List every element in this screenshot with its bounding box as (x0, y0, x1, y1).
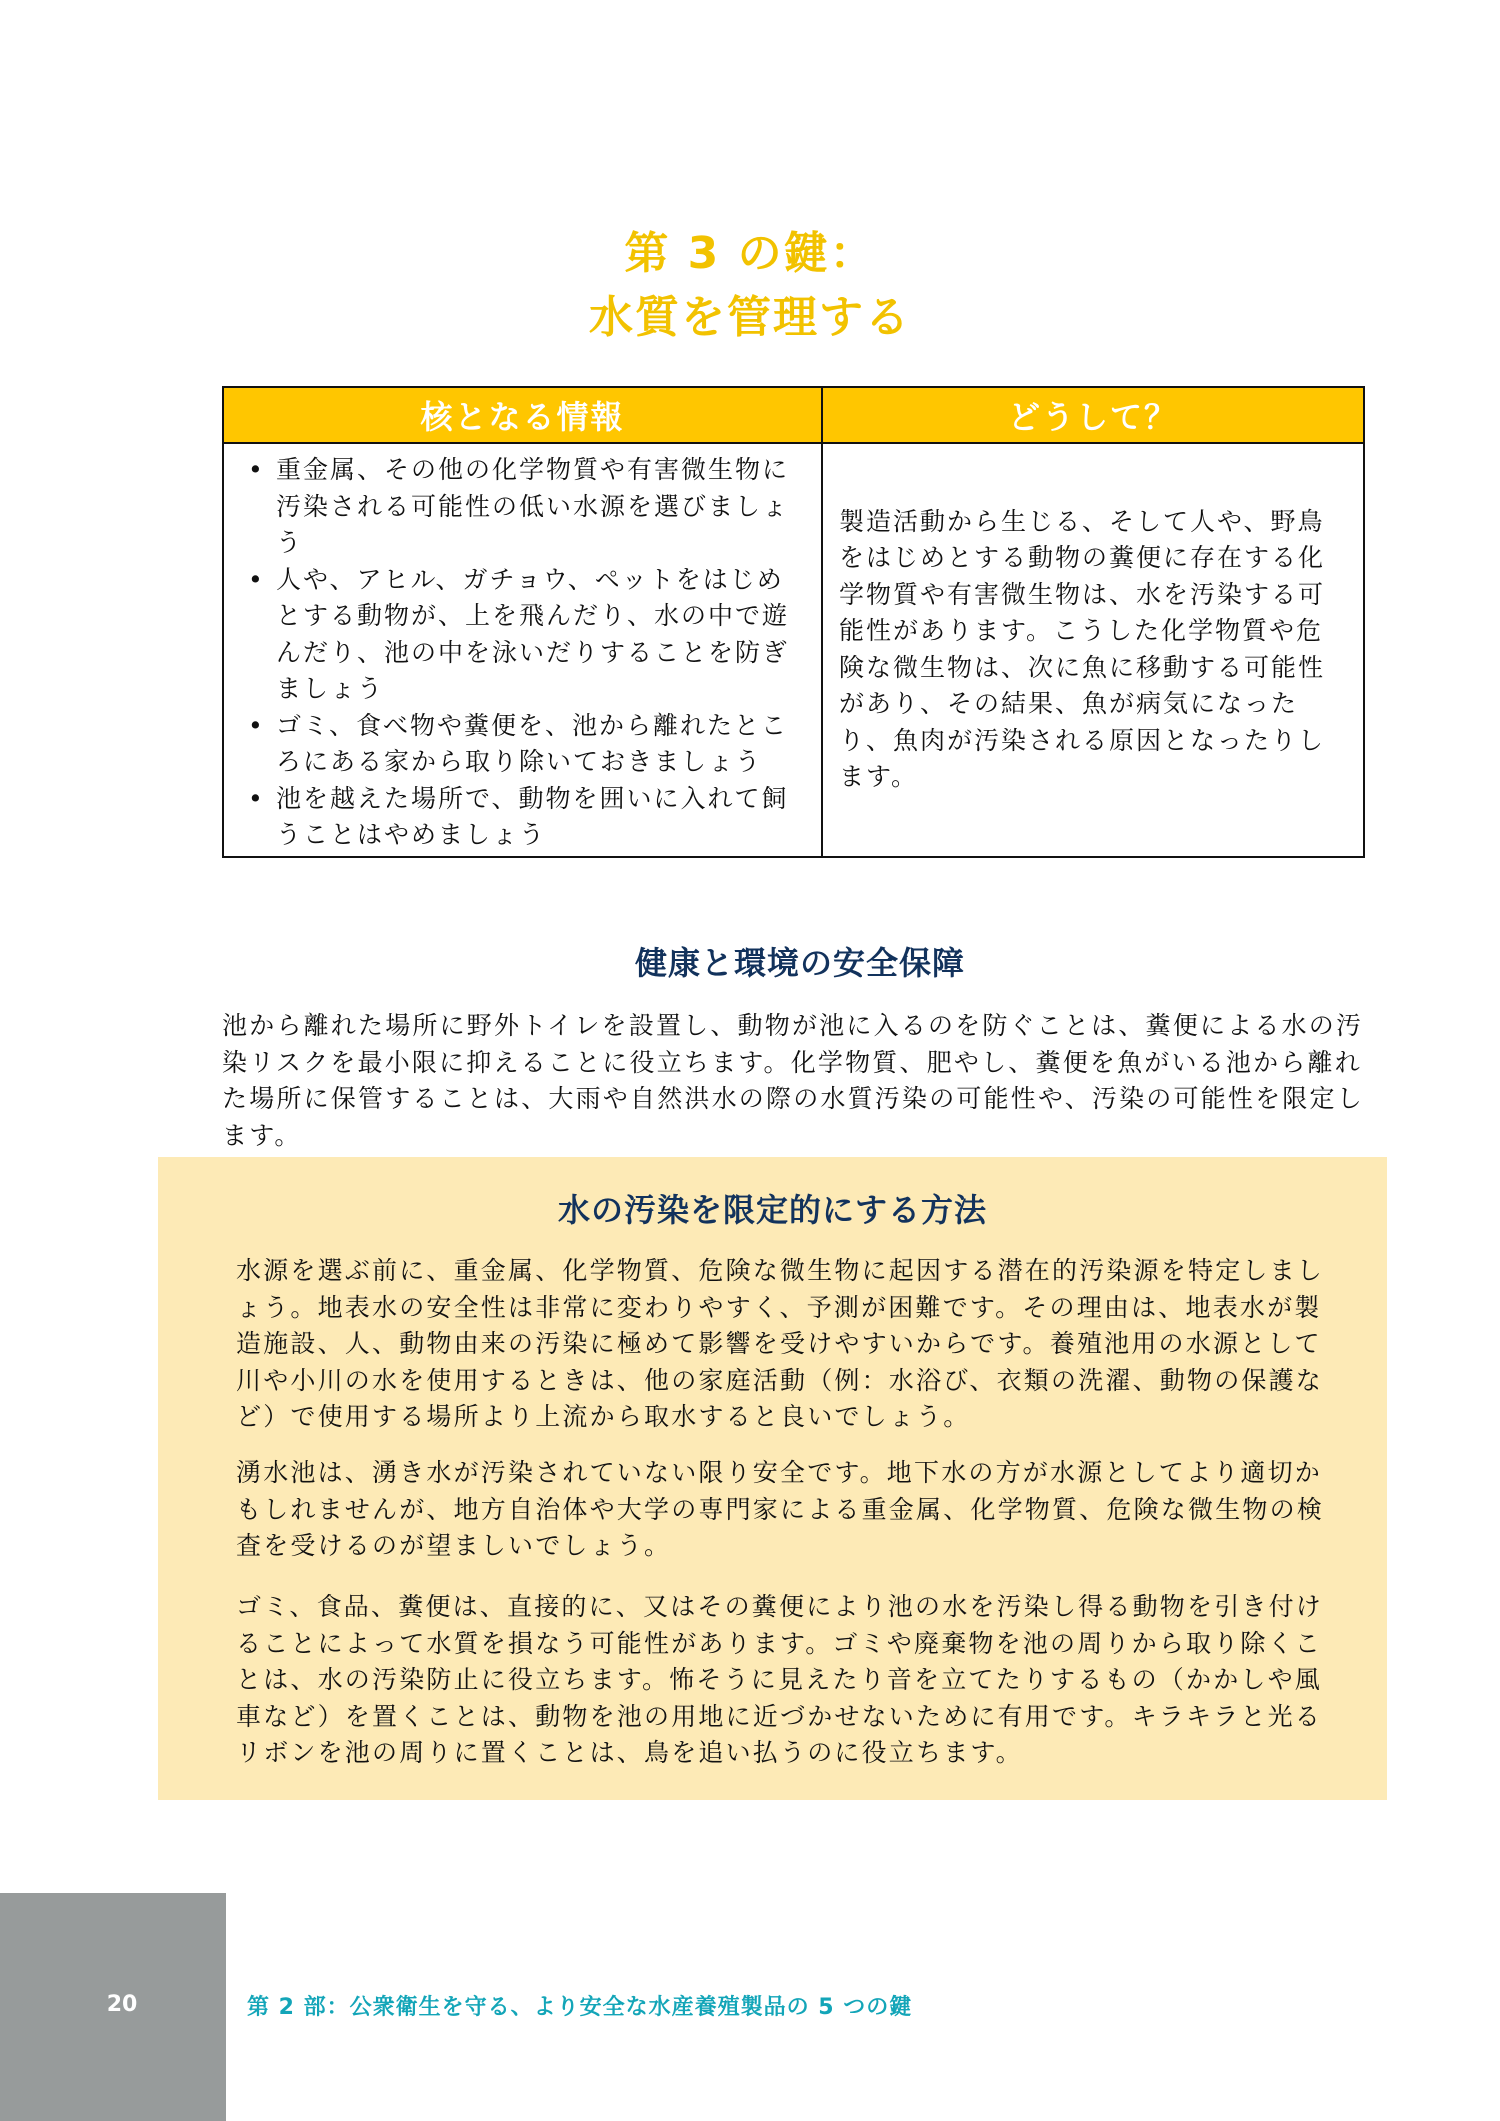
info-box (158, 1157, 1387, 1800)
section-heading: 健康と環境の安全保障 (634, 944, 965, 982)
bullet-icon: • (248, 564, 265, 594)
list-item (246, 562, 801, 708)
reason-cell (822, 443, 1364, 857)
page-title-line1: 第 3 の鍵： (624, 228, 876, 279)
section-body: 池から離れた場所に野外トイレを設置し、動物が池に入るのを防ぐことは、糞便による水の汚染リスクを最小限に抑えることに役立ちます。化学物質、肥やし、糞便を魚がいる池から離れた場所に保管することは、大雨や自然洪水の際の水質汚染の可能性や、汚染の可能性を限定します。 (222, 1011, 1364, 1150)
key-info-list (246, 452, 801, 854)
list-item-text: 人や、アヒル、ガチョウ、ペットをはじめとする動物が、上を飛んだり、水の中で遊んだり、池の中を泳いだりすることを防ぎましょう (276, 564, 790, 703)
key-info-cell (223, 443, 822, 857)
table-row (223, 443, 1364, 857)
bullet-icon: • (248, 455, 265, 484)
bullet-icon: • (248, 710, 265, 740)
footer-text: 第 2 部：公衆衛生を守る、より安全な水産養殖製品の 5 つの鍵 (247, 1995, 913, 2020)
list-item (246, 781, 801, 854)
list-item (246, 708, 801, 781)
page-title-line2: 水質を管理する (589, 292, 911, 343)
key-info-table (222, 386, 1365, 858)
info-box-paragraph-2: 湧水池は、湧き水が汚染されていない限り安全です。地下水の方が水源としてより適切かもしれませんが、地方自治体や大学の専門家による重金属、化学物質、危険な微生物の検査を受けるのが望ましいでしょう。 (236, 1458, 1325, 1560)
info-box-paragraph-3: ゴミ、食品、糞便は、直接的に、又はその糞便により池の水を汚染し得る動物を引き付けることによって水質を損なう可能性があります。ゴミや廃棄物を池の周りから取り除くことは、水の汚染防止に役立ちます。怖そうに見えたり音を立てたりするもの（かかしや風車など）を置くことは、動物を池の用地に近づかせないために有用です。キラキラと光るリボンを池の周りに置くことは、鳥を追い払うのに役立ちます。 (236, 1592, 1324, 1767)
page-number: 20 (106, 1992, 138, 2017)
info-box-paragraph-1: 水源を選ぶ前に、重金属、化学物質、危険な微生物に起因する潜在的汚染源を特定しましょう。地表水の安全性は非常に変わりやすく、予測が困難です。その理由は、地表水が製造施設、人、動物由来の汚染に極めて影響を受けやすいからです。養殖池用の水源として川や小川の水を使用するときは、他の家庭活動（例：水浴び、衣類の洗濯、動物の保護など）で使用する場所より上流から取水すると良いでしょう。 (236, 1256, 1325, 1431)
page-title (0, 222, 1500, 350)
list-item-text: 池を越えた場所で、動物を囲いに入れて飼うことはやめましょう (276, 783, 789, 849)
table-header-row (223, 387, 1364, 443)
header-key-info: 核となる情報 (223, 387, 822, 443)
list-item-text: ゴミ、食べ物や糞便を、池から離れたところにある家から取り除いておきましょう (276, 710, 789, 776)
info-box-heading: 水の汚染を限定的にする方法 (557, 1191, 987, 1229)
list-item (246, 452, 801, 562)
bullet-icon: • (248, 783, 265, 813)
reason-text: 製造活動から生じる、そして人や、野鳥をはじめとする動物の糞便に存在する化学物質や有害微生物は、水を汚染する可能性があります。こうした化学物質や危険な微生物は、次に魚に移動する可能性があり、その結果、魚が病気になったり、魚肉が汚染される原因となったりします。 (839, 506, 1326, 792)
header-why: どうして？ (822, 387, 1364, 443)
list-item-text: 重金属、その他の化学物質や有害微生物に汚染される可能性の低い水源を選びましょう (276, 455, 790, 557)
